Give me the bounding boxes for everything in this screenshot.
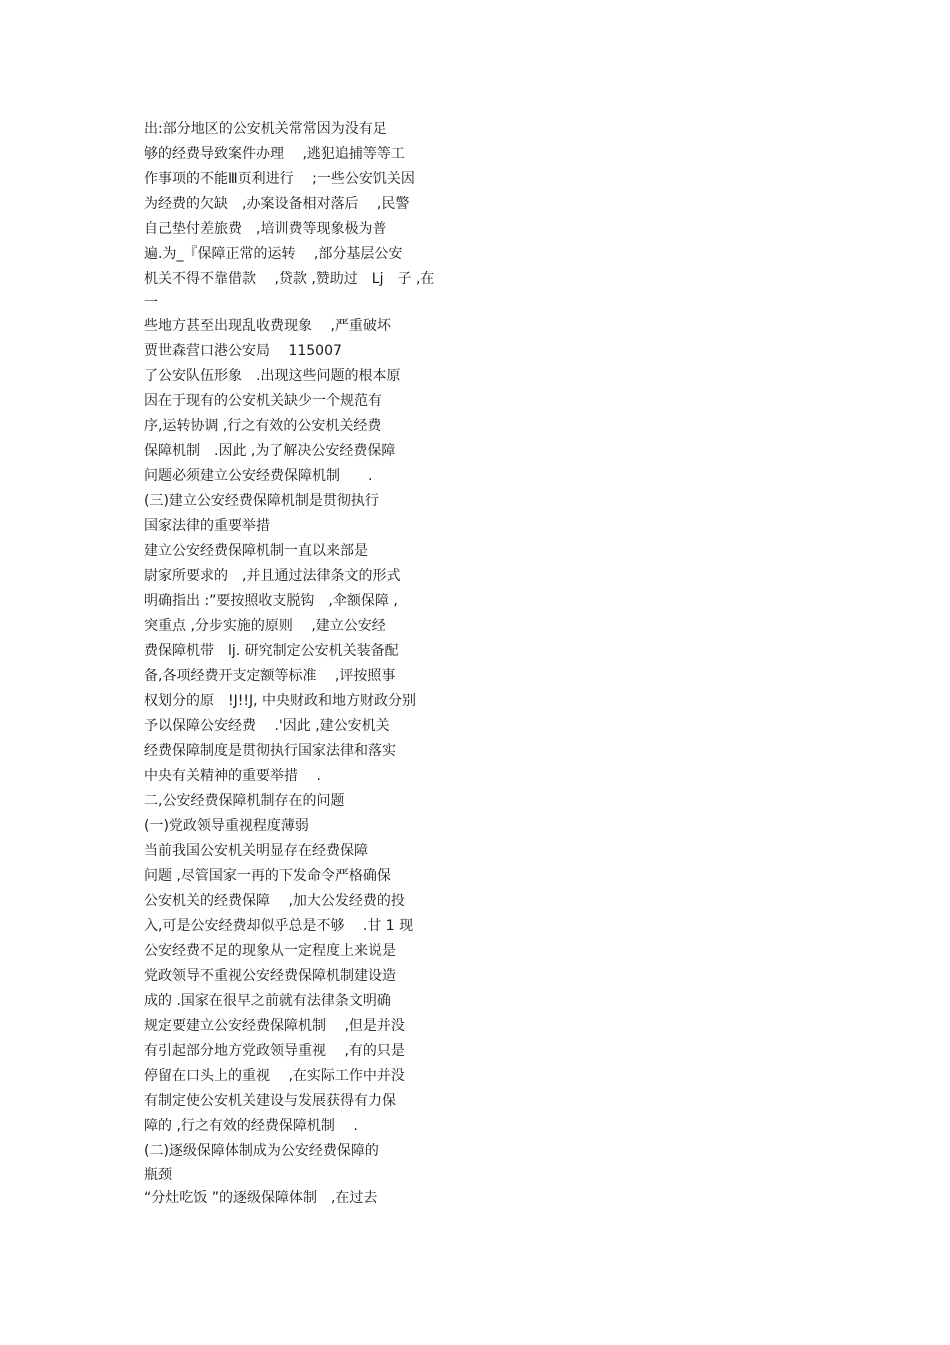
text-line: 自己垫付差旅费 ,培训费等现象极为普 — [144, 221, 387, 237]
section-heading: (二)逐级保障体制成为公安经费保障的 — [144, 1143, 379, 1159]
text-line: 明确指出 :”要按照收支脱钩 ,伞额保障 , — [144, 593, 398, 609]
text-line: 序,运转协调 ,行之有效的公安机关经费 — [144, 418, 382, 434]
section-heading: 瓶颈 — [144, 1167, 172, 1183]
text-line: 问题必须建立公安经费保障机制 . — [144, 468, 373, 484]
text-line: 机关不得不靠借款 ,贷款 ,赞助过 Lj 子 ,在 — [144, 271, 435, 287]
text-line: 入,可是公安经费却似乎总是不够 .甘 1 现 — [144, 918, 414, 934]
text-line: 公安经费不足的现象从一定程度上来说是 — [144, 943, 396, 959]
text-line: 成的 .国家在很早之前就有法律条文明确 — [144, 993, 391, 1009]
text-line: 予以保障公安经费 .'因此 ,建公安机关 — [144, 718, 390, 734]
text-line: 遍.为_『保障正常的运转 ,部分基层公安 — [144, 246, 403, 262]
text-line: 为经费的欠缺 ,办案设备相对落后 ,民警 — [144, 196, 410, 212]
text-line: 问题 ,尽管国家一再的下发命令严格确保 — [144, 868, 391, 884]
text-line: 障的 ,行之有效的经费保障机制 . — [144, 1118, 358, 1134]
text-line: 作事项的不能Ⅲ页利进行 ;一些公安饥关因 — [144, 171, 415, 187]
section-heading: (三)建立公安经费保障机制是贯彻执行 — [144, 493, 379, 509]
body-text — [144, 117, 444, 1211]
text-line: 尉家所要求的 ,并且通过法律条文的形式 — [144, 568, 401, 584]
text-line: 公安机关的经费保障 ,加大公发经费的投 — [144, 893, 405, 909]
text-line: 当前我国公安机关明显存在经费保障 — [144, 843, 368, 859]
text-line: 有制定使公安机关建设与发展获得有力保 — [144, 1093, 396, 1109]
text-line: 出:部分地区的公安机关常常因为没有足 — [144, 121, 387, 137]
text-line: 规定要建立公安经费保障机制 ,但是并没 — [144, 1018, 405, 1034]
section-heading: 国家法律的重要举措 — [144, 518, 270, 534]
text-line: 保障机制 .因此 ,为了解决公安经费保障 — [144, 443, 396, 459]
text-line: 备,各项经费开支定额等标准 ,评按照事 — [144, 668, 396, 684]
text-line: 突重点 ,分步实施的原则 ,建立公安经 — [144, 618, 386, 634]
text-line: 够的经费导致案件办理 ,逃犯追捕等等工 — [144, 146, 405, 162]
text-line: 了公安队伍形象 .出现这些问题的根本原 — [144, 368, 401, 384]
section-heading: (一)党政领导重视程度薄弱 — [144, 818, 309, 834]
section-heading: 二,公安经费保障机制存在的问题 — [144, 793, 345, 809]
text-line: 中央有关精神的重要举措 . — [144, 768, 321, 784]
author-affiliation: 贾世森营口港公安局 115007 — [144, 343, 342, 359]
text-line: 权划分的原 !J!!J, 中央财政和地方财政分别 — [144, 693, 416, 709]
text-line: 建立公安经费保障机制一直以来部是 — [144, 543, 368, 559]
text-line: “分灶吃饭 ”的逐级保障体制 ,在过去 — [144, 1190, 378, 1206]
text-line: 经费保障制度是贯彻执行国家法律和落实 — [144, 743, 396, 759]
text-line: 停留在口头上的重视 ,在实际工作中并没 — [144, 1068, 405, 1084]
text-line: 因在于现有的公安机关缺少一个规范有 — [144, 393, 382, 409]
text-line: 些地方甚至出现乱收费现象 ,严重破坏 — [144, 318, 391, 334]
text-line: 党政领导不重视公安经费保障机制建设造 — [144, 968, 396, 984]
text-line: 费保障机带 lj. 研究制定公安机关装备配 — [144, 643, 399, 659]
text-line: 一 — [144, 295, 158, 311]
text-line: 有引起部分地方党政领导重视 ,有的只是 — [144, 1043, 405, 1059]
